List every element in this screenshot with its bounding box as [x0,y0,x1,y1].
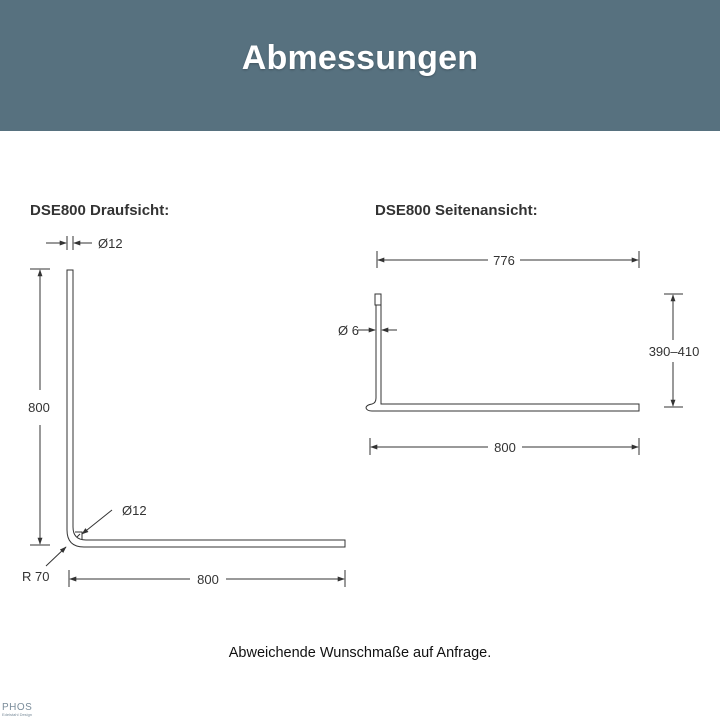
top-view-height-label: 800 [28,400,50,415]
side-view-diameter-label: Ø 6 [338,323,359,338]
top-view-diameter-dimension [46,236,92,250]
top-view-radius-label: R 70 [22,569,50,584]
brand-tagline: Edelstahl Design [2,712,33,717]
custom-size-note: Abweichende Wunschmaße auf Anfrage. [228,645,492,661]
side-view-bar-outline [366,305,639,411]
side-view-end-cap [375,294,381,305]
brand-name: PHOS [2,702,33,713]
top-view-drawing [67,270,345,547]
top-view-corner-diameter-leader [82,510,112,534]
top-view-radius-leader [46,547,66,566]
brand-logo [2,703,32,717]
top-view-width-label: 800 [197,572,219,587]
top-view-bar-outline [67,270,345,547]
top-view-diameter-top-label: Ø12 [98,236,123,251]
page-title: Abmessungen [241,39,479,77]
side-view-top-length-label: 776 [493,253,515,268]
side-view-title: DSE800 Seitenansicht: [375,202,538,219]
side-view-drawing [366,294,639,411]
top-view-diameter-corner-label: Ø12 [122,503,147,518]
top-view-title: DSE800 Draufsicht: [30,202,170,219]
side-view-bottom-length-label: 800 [494,440,516,455]
side-view-height-range-label: 390–410 [648,344,700,359]
